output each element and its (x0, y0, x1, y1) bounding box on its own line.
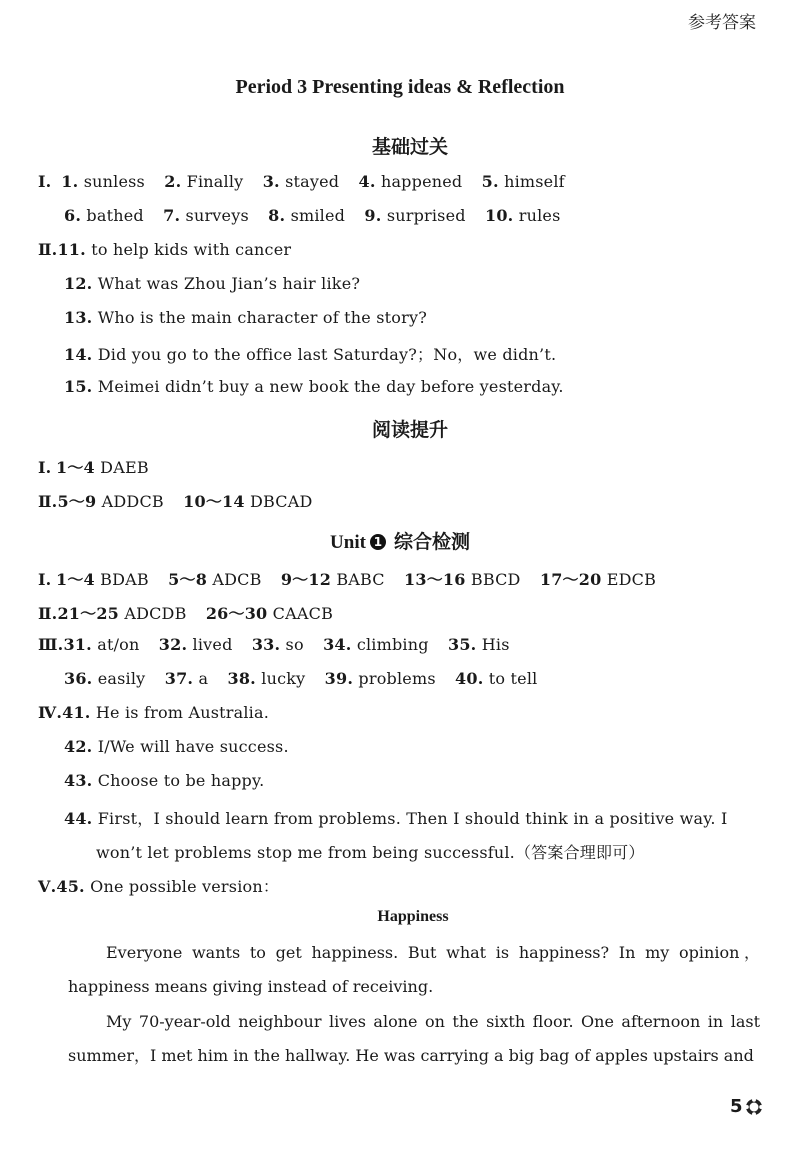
reading-part2: Ⅱ.5～9 ADDCB 10～14 DBCAD (38, 492, 313, 511)
roman-numeral: Ⅰ. (38, 172, 52, 191)
basic-part2-item-12: 12. What was Zhou Jian’s hair like? (64, 274, 361, 293)
unit-part4-item-44-cont: won’t let problems stop me from being successful.（答案合理即可） (96, 843, 645, 862)
section-basic-heading: 基础过关 (371, 136, 448, 158)
unit-part3-row2: 36. easily 37. a 38. lucky 39. problems 40. to tell (64, 669, 538, 688)
flower-ornament-icon (745, 1098, 763, 1116)
unit-number-badge: 1 (370, 534, 386, 550)
unit-part1: Ⅰ. 1～4 BDAB 5～8 ADCB 9～12 BABC 13～16 BBCD 17～20 EDCB (38, 570, 657, 589)
answer-key-label: 参考答案 (688, 13, 756, 33)
essay-paragraph-2: My 70-year-old neighbour lives alone on the sixth floor. One afternoon in last summer，I met him in the hallway. He was carrying a big bag of apples upstairs and (68, 1012, 760, 1065)
unit-part4-item-42: 42. I/We will have success. (64, 737, 289, 756)
unit-part3-row1: Ⅲ.31. at/on 32. lived 33. so 34. climbing 35. His (38, 635, 510, 654)
unit-test-heading: Unit 1 综合检测 (330, 531, 470, 553)
essay-title: Happiness (377, 908, 449, 925)
basic-part2-item-11: Ⅱ.11. to help kids with cancer (38, 240, 292, 259)
unit-part4-item-43: 43. Choose to be happy. (64, 771, 265, 790)
essay-paragraph-1: Everyone wants to get happiness. But what is happiness? In my opinion，happiness means giving instead of receiving. (68, 943, 761, 996)
basic-part2-item-14: 14. Did you go to the office last Saturday?；No，we didn’t. (64, 345, 557, 364)
section-reading-heading: 阅读提升 (371, 419, 448, 441)
basic-part2-item-15: 15. Meimei didn’t buy a new book the day before yesterday. (64, 377, 564, 396)
basic-part2-item-13: 13. Who is the main character of the story? (64, 308, 427, 327)
unit-part2: Ⅱ.21～25 ADCDB 26～30 CAACB (38, 604, 334, 623)
basic-part1-row1: Ⅰ. 1. sunless 2. Finally 3. stayed 4. happened 5. himself (38, 172, 565, 191)
page-number: 5 (730, 1096, 743, 1117)
unit-part5: Ⅴ.45. One possible version： (38, 877, 280, 896)
period-title: Period 3 Presenting ideas & Reflection (235, 76, 565, 98)
unit-part4-item-44: 44. First，I should learn from problems. Then I should think in a positive way. I (64, 809, 728, 828)
unit-part4-item-41: Ⅳ.41. He is from Australia. (38, 703, 270, 722)
reading-part1: Ⅰ. 1～4 DAEB (38, 458, 149, 477)
basic-part1-row2: 6. bathed 7. surveys 8. smiled 9. surprised 10. rules (64, 206, 561, 225)
